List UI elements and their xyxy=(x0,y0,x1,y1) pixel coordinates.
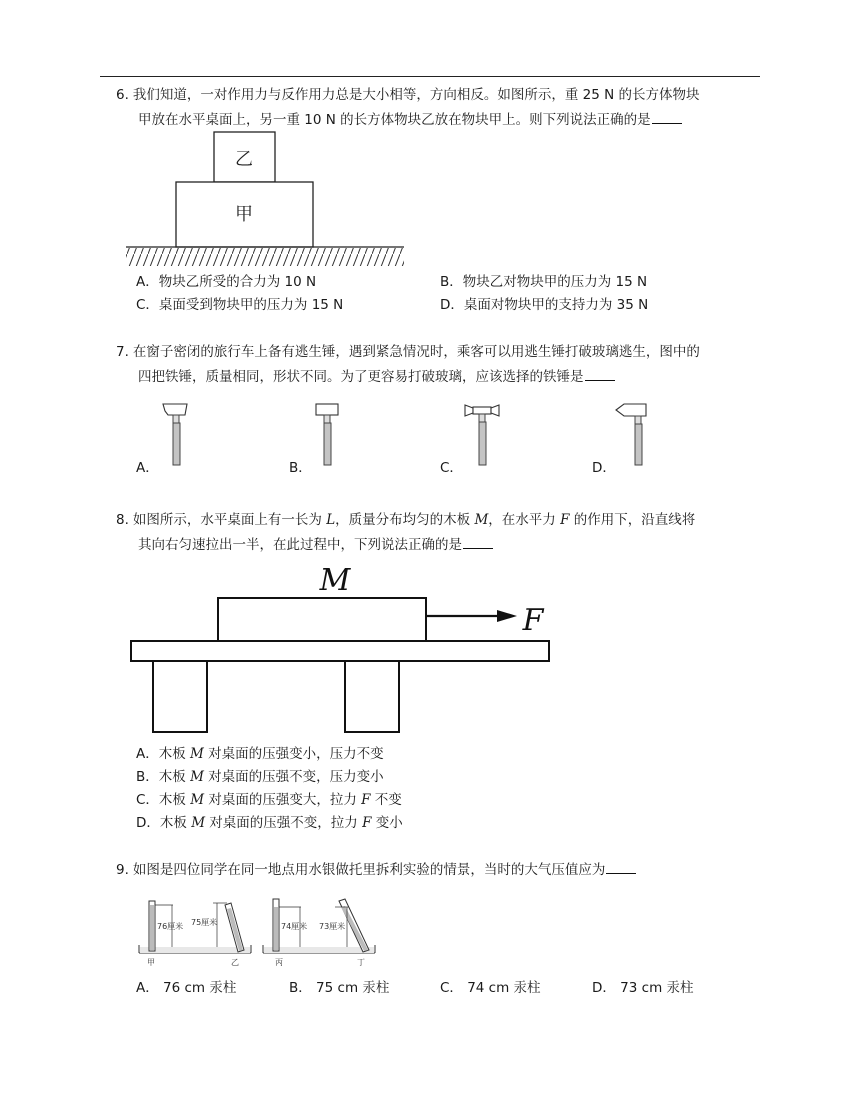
var-m: M xyxy=(474,512,489,528)
svg-text:76厘米: 76厘米 xyxy=(157,922,184,931)
block-jia-label: 甲 xyxy=(235,204,253,225)
table-leg-left xyxy=(153,661,207,732)
var-f: F xyxy=(560,512,570,528)
force-label: F xyxy=(522,603,544,638)
hammer-a-icon[interactable] xyxy=(160,402,192,468)
q7-option-c[interactable]: C． xyxy=(440,460,463,476)
question-7-stem xyxy=(116,340,766,390)
answer-blank[interactable] xyxy=(606,859,636,874)
table-hatching xyxy=(126,248,404,266)
q9-option-d[interactable]: D． 73 cm 汞柱 xyxy=(592,980,694,996)
q7-option-a[interactable]: A． xyxy=(136,460,159,476)
question-text: ，在水平力 xyxy=(488,512,561,528)
board-m xyxy=(218,598,426,641)
hammer-b-icon[interactable] xyxy=(312,402,344,468)
svg-text:74厘米: 74厘米 xyxy=(281,922,308,931)
board-label: M xyxy=(319,563,351,598)
question-text: ，质量分布均匀的木板 xyxy=(335,512,475,528)
hammer-d-icon[interactable] xyxy=(614,402,650,468)
block-yi-label: 乙 xyxy=(235,149,253,170)
question-text: 其向右匀速拉出一半，在此过程中，下列说法正确的是 xyxy=(138,537,462,553)
q6-option-a[interactable]: A．物块乙所受的合力为 10 N xyxy=(136,274,317,290)
force-arrow-head xyxy=(497,610,517,622)
q8-option-d[interactable]: D．木板 M 对桌面的压强不变，拉力 F 变小 xyxy=(136,815,403,831)
answer-blank[interactable] xyxy=(652,109,682,124)
question-text: 如图是四位同学在同一地点用水银做托里拆利实验的情景，当时的大气压值应为 xyxy=(132,862,606,878)
q7-option-d[interactable]: D． xyxy=(592,460,616,476)
hammer-c-icon[interactable] xyxy=(463,402,503,468)
question-text: 四把铁锤，质量相同，形状不同。为了更容易打破玻璃，应该选择的铁锤是 xyxy=(138,369,584,385)
torricelli-pair-2 xyxy=(263,899,375,967)
svg-text:乙: 乙 xyxy=(231,958,239,967)
question-number: 6. xyxy=(116,87,129,103)
torricelli-pair-1 xyxy=(139,901,251,967)
question-text: 的作用下，沿直线将 xyxy=(569,512,696,528)
table-leg-right xyxy=(345,661,399,732)
q8-board-table-figure xyxy=(125,560,555,740)
svg-text:丙: 丙 xyxy=(275,958,283,967)
question-number: 8. xyxy=(116,512,129,528)
q8-option-a[interactable]: A．木板 M 对桌面的压强变小，压力不变 xyxy=(136,746,384,762)
answer-blank[interactable] xyxy=(585,366,615,381)
question-number: 9. xyxy=(116,862,129,878)
table-top xyxy=(131,641,549,661)
answer-blank[interactable] xyxy=(463,534,493,549)
question-text: 如图所示，水平桌面上有一长为 xyxy=(132,512,327,528)
q7-option-b[interactable]: B． xyxy=(289,460,312,476)
question-text: 甲放在水平桌面上，另一重 10 N 的长方体物块乙放在物块甲上。则下列说法正确的是 xyxy=(138,112,651,128)
svg-text:甲: 甲 xyxy=(147,958,155,967)
question-6-stem xyxy=(116,83,766,133)
question-text: 我们知道，一对作用力与反作用力总是大小相等，方向相反。如图所示，重 25 N 的长方体物块 xyxy=(132,87,700,103)
q6-option-b[interactable]: B．物块乙对物块甲的压力为 15 N xyxy=(440,274,648,290)
q6-blocks-figure xyxy=(120,128,410,273)
q9-option-c[interactable]: C． 74 cm 汞柱 xyxy=(440,980,541,996)
q6-option-c[interactable]: C．桌面受到物块甲的压力为 15 N xyxy=(136,297,344,313)
svg-text:丁: 丁 xyxy=(357,958,365,967)
q9-option-a[interactable]: A． 76 cm 汞柱 xyxy=(136,980,237,996)
question-text: 在窗子密闭的旅行车上备有逃生锤，遇到紧急情况时，乘客可以用逃生锤打破玻璃逃生，图中的 xyxy=(132,344,700,360)
header-rule xyxy=(100,76,760,77)
q9-option-b[interactable]: B． 75 cm 汞柱 xyxy=(289,980,390,996)
q6-option-d[interactable]: D．桌面对物块甲的支持力为 35 N xyxy=(440,297,649,313)
svg-text:75厘米: 75厘米 xyxy=(191,918,218,927)
question-number: 7. xyxy=(116,344,129,360)
q8-option-b[interactable]: B．木板 M 对桌面的压强不变，压力变小 xyxy=(136,769,384,785)
question-9-stem xyxy=(116,858,766,883)
q8-option-c[interactable]: C．木板 M 对桌面的压强变大，拉力 F 不变 xyxy=(136,792,402,808)
svg-text:73厘米: 73厘米 xyxy=(319,922,346,931)
question-8-stem xyxy=(116,508,766,558)
q9-torricelli-figure xyxy=(135,895,380,970)
var-l: L xyxy=(326,512,336,528)
